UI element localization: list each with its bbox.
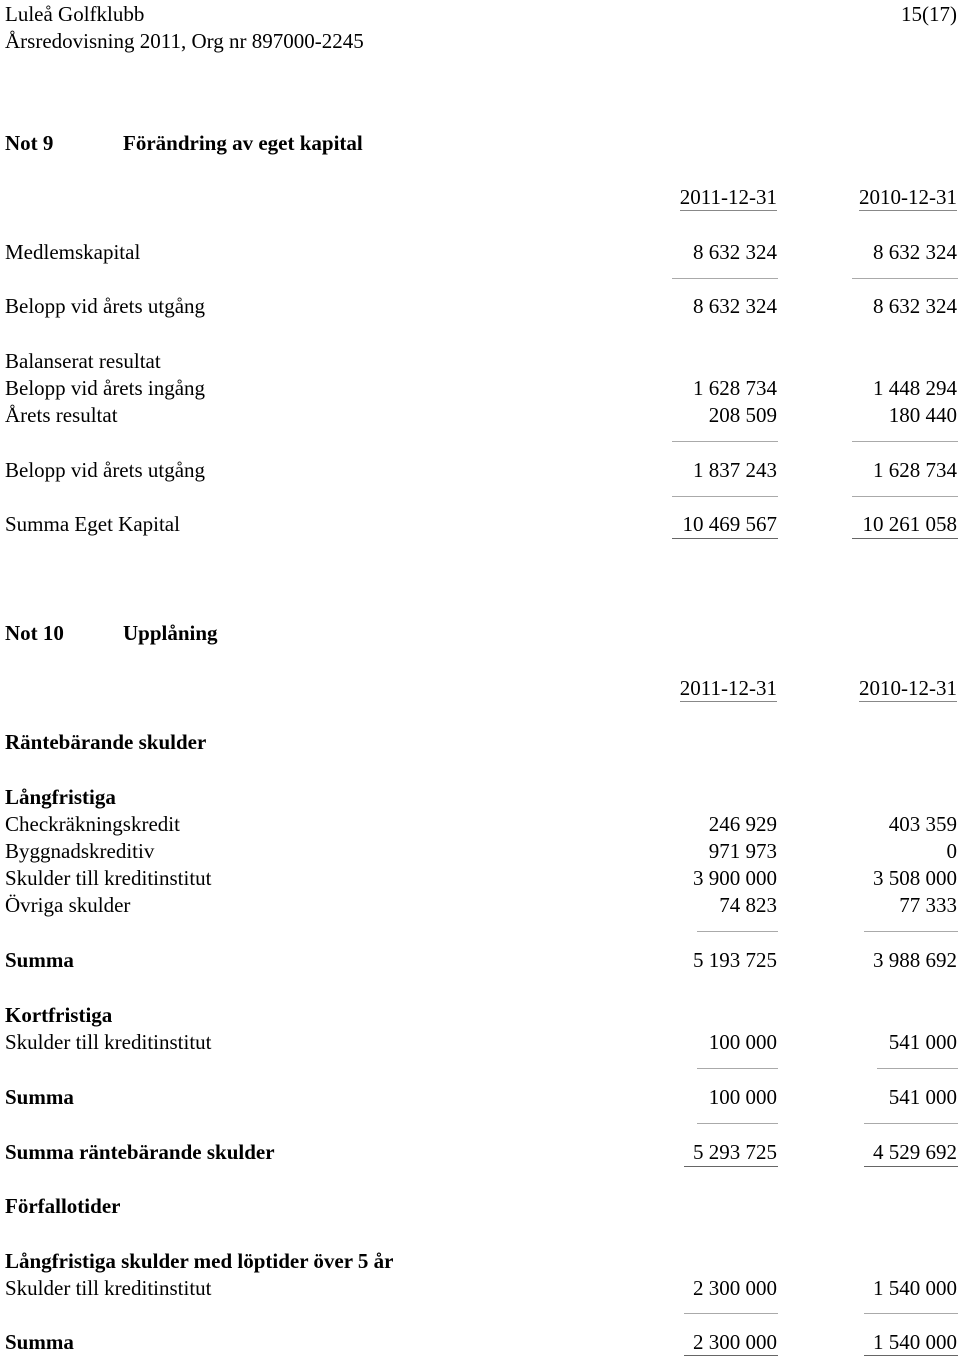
note10-col2-header: 2010-12-31 bbox=[859, 676, 957, 700]
row-label: Belopp vid årets utgång bbox=[5, 458, 206, 482]
report-subtitle: Årsredovisning 2011, Org nr 897000-2245 bbox=[5, 29, 364, 53]
row-value-2011: 1 837 243 bbox=[693, 458, 777, 482]
row-value-2011: 8 632 324 bbox=[693, 240, 777, 264]
row-value-2010: 3 508 000 bbox=[873, 866, 957, 890]
separator-line bbox=[672, 496, 778, 497]
row-value-2010: 1 448 294 bbox=[873, 376, 957, 400]
note10-label: Not 10 bbox=[5, 621, 64, 645]
row-value-2011: 1 628 734 bbox=[693, 376, 777, 400]
separator-line bbox=[697, 1123, 778, 1124]
row-value-2011: 3 900 000 bbox=[693, 866, 777, 890]
total-underline bbox=[672, 538, 778, 539]
section-heading: Förfallotider bbox=[5, 1194, 121, 1218]
row-value-2010: 4 529 692 bbox=[873, 1140, 957, 1164]
separator-line bbox=[864, 931, 958, 932]
row-value-2010: 403 359 bbox=[888, 812, 957, 836]
total-underline bbox=[684, 1166, 778, 1167]
row-label: Skulder till kreditinstitut bbox=[5, 1030, 212, 1054]
note10-title: Upplåning bbox=[123, 621, 218, 645]
row-value-2010: 0 bbox=[946, 839, 957, 863]
row-label: Skulder till kreditinstitut bbox=[5, 1276, 212, 1300]
row-label: Summa räntebärande skulder bbox=[5, 1140, 275, 1164]
separator-line bbox=[672, 441, 778, 442]
total-underline bbox=[864, 1355, 958, 1356]
row-label: Skulder till kreditinstitut bbox=[5, 866, 212, 890]
row-value-2010: 180 440 bbox=[888, 403, 957, 427]
row-value-2010: 1 540 000 bbox=[873, 1330, 957, 1354]
row-label: Belopp vid årets ingång bbox=[5, 376, 206, 400]
row-value-2010: 1 540 000 bbox=[873, 1276, 957, 1300]
note9-col1-header: 2011-12-31 bbox=[679, 185, 777, 209]
separator-line bbox=[877, 1068, 958, 1069]
row-label: Summa bbox=[5, 948, 74, 972]
row-label: Checkräkningskredit bbox=[5, 812, 180, 836]
row-value-2010: 541 000 bbox=[888, 1030, 957, 1054]
subsection-heading: Långfristiga skulder med löptider över 5 år bbox=[5, 1249, 394, 1273]
row-value-2010: 8 632 324 bbox=[873, 240, 957, 264]
row-value-2011: 971 973 bbox=[708, 839, 777, 863]
separator-line bbox=[697, 931, 778, 932]
row-label: Årets resultat bbox=[5, 403, 118, 427]
row-label: Övriga skulder bbox=[5, 893, 131, 917]
note9-label: Not 9 bbox=[5, 131, 54, 155]
row-value-2010: 1 628 734 bbox=[873, 458, 957, 482]
separator-line bbox=[852, 441, 958, 442]
total-underline bbox=[852, 538, 958, 539]
subsection-heading: Kortfristiga bbox=[5, 1003, 113, 1027]
note10-col1-header: 2011-12-31 bbox=[679, 676, 777, 700]
row-value-2011: 100 000 bbox=[708, 1030, 777, 1054]
separator-line bbox=[852, 278, 958, 279]
section-label: Balanserat resultat bbox=[5, 349, 161, 373]
separator-line bbox=[697, 1068, 778, 1069]
row-label: Summa Eget Kapital bbox=[5, 512, 180, 536]
row-label: Summa bbox=[5, 1330, 74, 1354]
row-value-2010: 3 988 692 bbox=[873, 948, 957, 972]
organization-name: Luleå Golfklubb bbox=[5, 2, 145, 26]
row-label: Medlemskapital bbox=[5, 240, 141, 264]
page-number: 15(17) bbox=[901, 2, 957, 26]
row-label: Summa bbox=[5, 1085, 74, 1109]
row-label: Belopp vid årets utgång bbox=[5, 294, 206, 318]
row-value-2010: 10 261 058 bbox=[862, 512, 957, 536]
note9-title: Förändring av eget kapital bbox=[123, 131, 363, 155]
row-value-2011: 10 469 567 bbox=[682, 512, 777, 536]
note9-col2-header: 2010-12-31 bbox=[859, 185, 957, 209]
separator-line bbox=[672, 278, 778, 279]
subsection-heading: Långfristiga bbox=[5, 785, 116, 809]
row-value-2010: 541 000 bbox=[888, 1085, 957, 1109]
section-heading: Räntebärande skulder bbox=[5, 730, 207, 754]
row-value-2010: 77 333 bbox=[899, 893, 957, 917]
row-value-2011: 5 193 725 bbox=[693, 948, 777, 972]
separator-line bbox=[864, 1313, 958, 1314]
row-value-2011: 2 300 000 bbox=[693, 1330, 777, 1354]
separator-line bbox=[864, 1123, 958, 1124]
row-value-2011: 246 929 bbox=[708, 812, 777, 836]
total-underline bbox=[684, 1355, 778, 1356]
row-value-2011: 2 300 000 bbox=[693, 1276, 777, 1300]
row-value-2011: 5 293 725 bbox=[693, 1140, 777, 1164]
separator-line bbox=[684, 1313, 778, 1314]
total-underline bbox=[864, 1166, 958, 1167]
row-value-2011: 208 509 bbox=[708, 403, 777, 427]
row-label: Byggnadskreditiv bbox=[5, 839, 155, 863]
row-value-2011: 8 632 324 bbox=[693, 294, 777, 318]
row-value-2011: 74 823 bbox=[719, 893, 777, 917]
separator-line bbox=[852, 496, 958, 497]
row-value-2011: 100 000 bbox=[708, 1085, 777, 1109]
row-value-2010: 8 632 324 bbox=[873, 294, 957, 318]
